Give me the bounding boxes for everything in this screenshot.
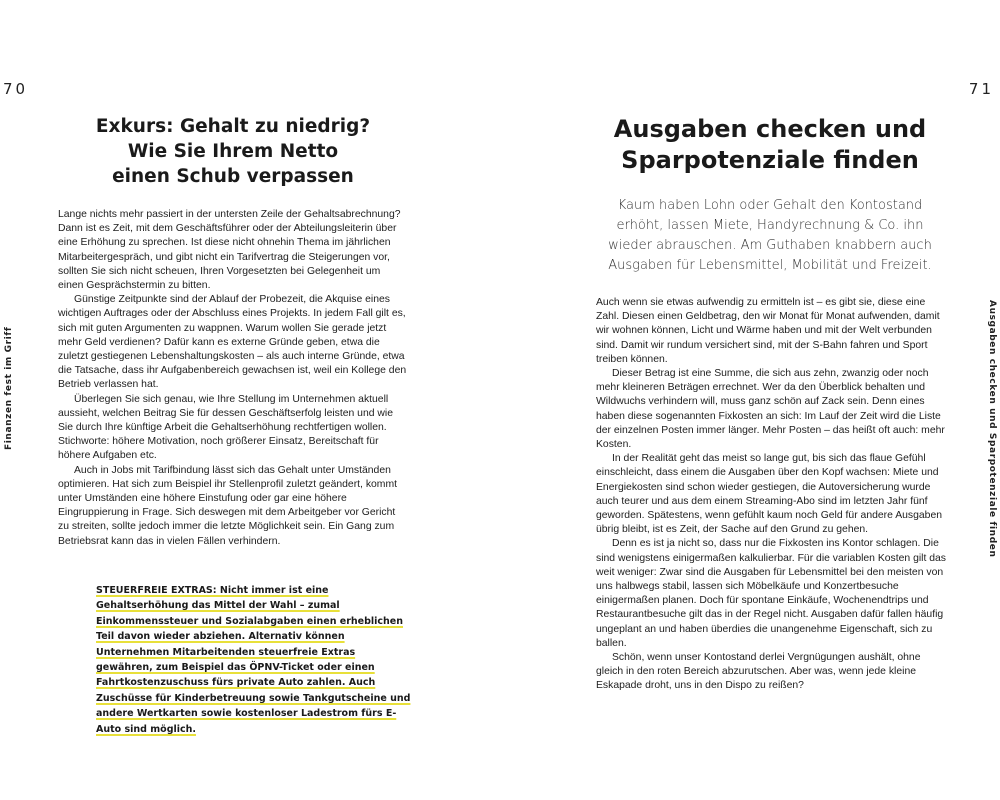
tip-box: [96, 583, 412, 737]
lead-line: wieder abrauschen. Am Guthaben knabbern auch: [608, 238, 932, 253]
lead-line: Kaum haben Lohn oder Gehalt den Kontostand: [617, 198, 923, 213]
paragraph: In der Realität geht das meist so lange gut, bis sich das flaue Gefühl einschleicht, dass einem die Ausgaben über den Kopf wachsen: Miete und Energiekosten sind schon wieder gestiegen, die Autoversicherung wurde auch teurer und aus dem einem Streaming-Abo sind im letzten Jahr fünf geworden. Spätestens, wenn gefühlt kaum noch Geld für andere Ausgaben übrig bleibt, ist es Zeit, der Sache auf den Grund zu gehen.: [596, 453, 943, 536]
paragraph: Günstige Zeitpunkte sind der Ablauf der Probezeit, die Akquise eines wichtigen Auftrages oder der Abschluss eines Projekts. In jedem Fall gilt es, sich mit guten Argumenten zu wappnen. Warum wollen Sie gerade jetzt mehr Geld verdienen? Dafür kann es externe Gründe geben, etwa die zuletzt gestiegenen Lebenshaltungskosten – als auch interne Gründe, etwa die Tatsache, dass ihr Aufgabenbereich gewachsen ist, weil ein Kollege den Betrieb verlassen hat.: [58, 294, 407, 391]
heading-line: Wie Sie Ihrem Netto: [127, 141, 339, 162]
paragraph: Lange nichts mehr passiert in der untersten Zeile der Gehaltsabrechnung? Dann ist es Zeit, mit dem Geschäftsführer oder der Abteilungsleiterin über eine Erhöhung zu sprechen. Ist diese nicht ohnehin Thema im jährlichen Mitarbeitergespräch, und gibt nicht ein Tarifvertrag die Steigerungen vor, sollten Sie sich nicht scheuen, Ihren Vorgesetzten bei Gelegenheit um einen Gesprächstermin zu bitten.: [58, 209, 401, 292]
lead-line: erhöht, lassen Miete, Handyrechnung & Co. ihn: [616, 218, 924, 233]
paragraph: Schön, wenn unser Kontostand derlei Vergnügungen aushält, ohne gleich in den roten Bereich abzurutschen. Aber was, wenn jede kleine Eskapade droht, uns in den Dispo zu reißen?: [596, 652, 921, 692]
heading-line: Exkurs: Gehalt zu niedrig?: [95, 116, 371, 137]
paragraph: Dieser Betrag ist eine Summe, die sich aus zehn, zwanzig oder noch mehr kleineren Beträgen errechnet. Wer da den Überblick behalten und Wildwuchs verhindern will, muss ganz schön auf Zack sein. Denn eines haben diese sogenannten Fixkosten an sich: Im Lauf der Zeit wird die Liste der einzelnen Posten immer länger. Mehr Posten – das heißt oft auch: mehr Kosten.: [596, 368, 945, 451]
heading-line: einen Schub verpassen: [112, 166, 354, 187]
lead-line: Ausgaben für Lebensmittel, Mobilität und Freizeit.: [608, 258, 932, 273]
tip-box-text: STEUERFREIE EXTRAS: Nicht immer ist eine Gehaltserhöhung das Mittel der Wahl – zumal Einkommenssteuer und Sozialabgaben einen erheblichen Teil davon wieder abziehen. Alternativ können Unternehmen Mitarbeitenden steuerfreie Extras gewähren, zum Beispiel das ÖPNV-Ticket oder einen Fahrtkostenzuschuss fürs private Auto zahlen. Auch Zuschüsse für Kinderbetreuung sowie Tankgutscheine und andere Wertkarten sowie kostenloser Ladestrom fürs E-Auto sind möglich.: [96, 585, 411, 735]
page-number-left: 70: [3, 80, 29, 98]
heading-line: Ausgaben checken und: [613, 115, 927, 143]
page-number-right: 71: [968, 80, 994, 98]
paragraph: Auch wenn sie etwas aufwendig zu ermitteln ist – es gibt sie, diese eine Zahl. Diesen einen Geldbetrag, den wir Monat für Monat aufwenden, damit wir wohnen können, Licht und Wärme haben und mit der Welt verbunden sind. Damit wir rundum versichert sind, mit der S-Bahn fahren und Sport treiben können.: [596, 297, 940, 365]
sidebar-heading: [58, 114, 408, 189]
paragraph: Auch in Jobs mit Tarifbindung lässt sich das Gehalt unter Umständen optimieren. Hat sich zum Beispiel ihr Stellenprofil zuletzt geändert, kommt unter Umständen eine höhere Einstufung oder gar eine höhere Eingruppierung in Frage. Sich deswegen mit dem Arbeitgeber vor Gericht zu streiten, sollte jedoch immer die letzte Möglichkeit sein. Ein Gang zum Betriebsrat kann das in vielen Fällen verhindern.: [58, 464, 397, 547]
lead-paragraph: [590, 196, 950, 276]
heading-line: Sparpotenziale finden: [621, 146, 919, 174]
chapter-heading: [590, 114, 950, 176]
paragraph: Denn es ist ja nicht so, dass nur die Fixkosten ins Kontor schlagen. Die sind wenigstens einigermaßen kalkulierbar. Für die variablen Kosten gilt das weit weniger: Zwar sind die Ausgaben für Lebensmittel bei den meisten von uns halbwegs stabil, lassen sich Möbelkäufe und Konzertbesuche einigermaßen planen. Doch für spontane Einkäufe, Wochenendtrips und Restaurantbesuche gilt das in der Regel nicht. Ausgaben dafür fallen häufig ungeplant an und haben überdies die unangenehme Eigenschaft, sich zu ballen.: [596, 538, 947, 649]
left-body-text: [58, 208, 408, 549]
running-title-right: Ausgaben checken und Sparpotenziale finden: [987, 300, 997, 558]
right-body-text: [596, 296, 946, 694]
running-title-left: Finanzen fest im Griff: [4, 326, 14, 450]
paragraph: Überlegen Sie sich genau, wie Ihre Stellung im Unternehmen aktuell aussieht, welchen Beitrag Sie für dessen Geschäftserfolg leisten und wie Sie durch Ihre künftige Arbeit die Gehaltserhöhung rechtfertigen wollen. Stichworte: höhere Motivation, noch größerer Einsatz, Bereitschaft für höhere Aufgaben etc.: [58, 393, 393, 462]
